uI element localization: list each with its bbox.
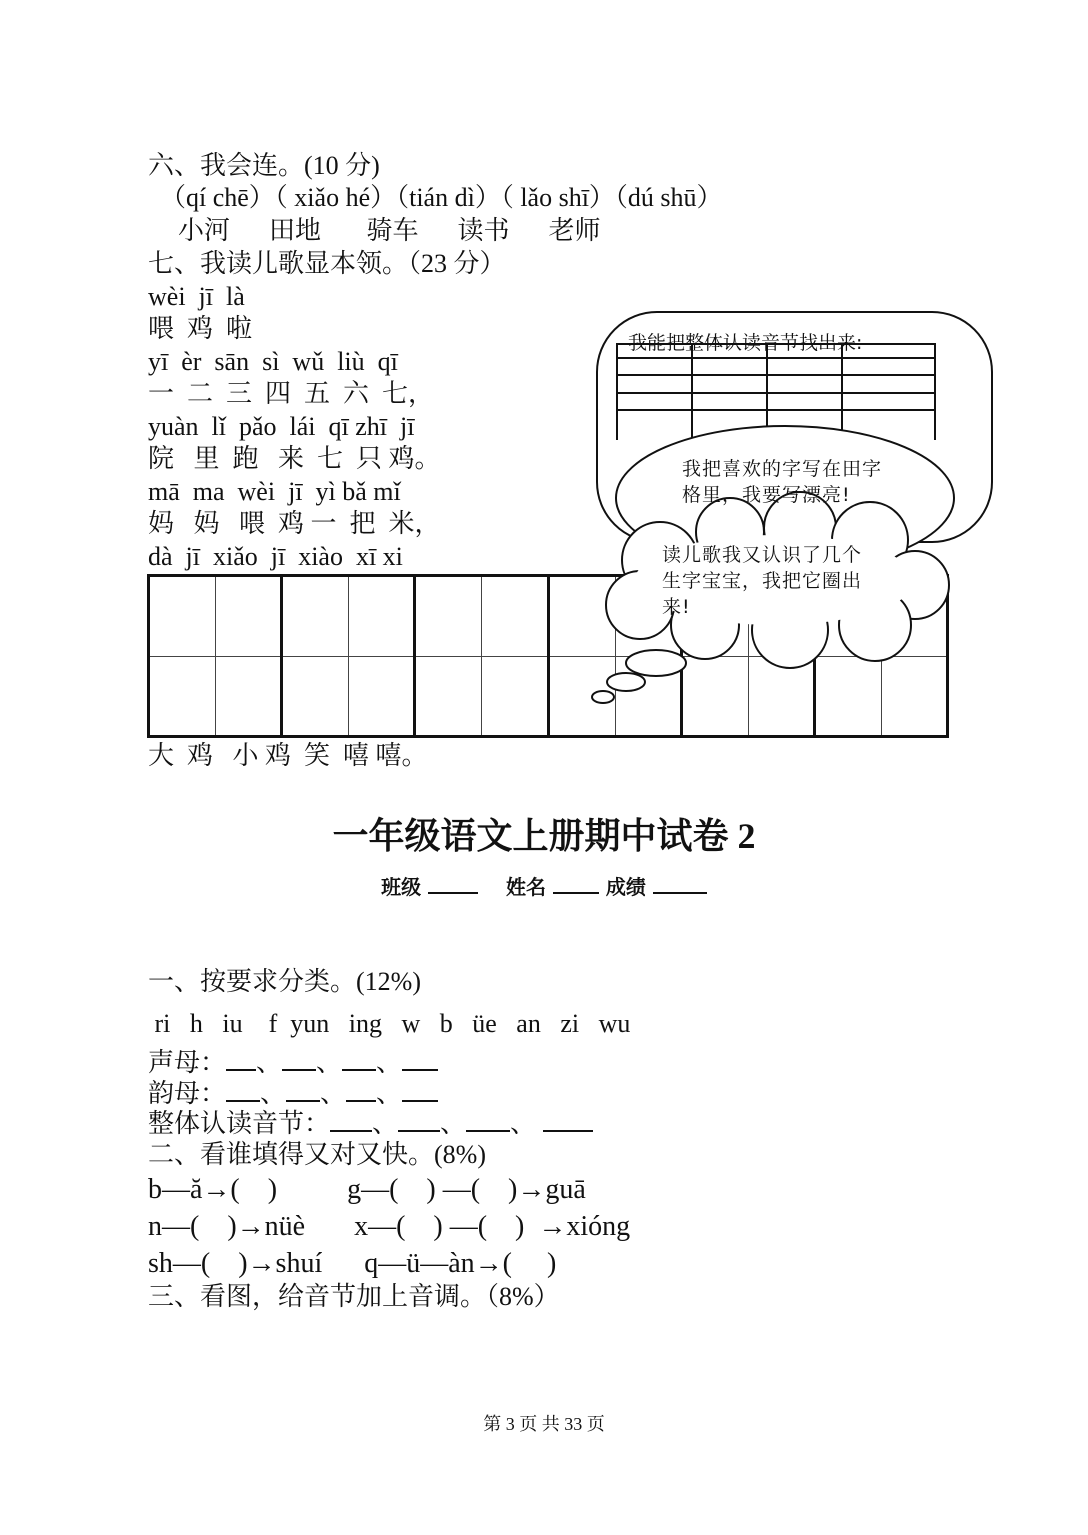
answer-blank[interactable] (466, 1110, 510, 1132)
q1-zhengti-row: 整体认读音节： 、 、 、 (148, 1108, 593, 1140)
thought-dot (626, 650, 686, 676)
answer-blank[interactable] (398, 1110, 440, 1132)
name-blank[interactable] (553, 872, 599, 894)
answer-blank[interactable] (226, 1080, 260, 1102)
class-blank[interactable] (428, 872, 478, 894)
answer-blank[interactable] (286, 1080, 320, 1102)
section7-heading: 七、我读儿歌显本领。（23 分） (148, 249, 506, 278)
yunmu-label: 韵母： (148, 1079, 227, 1108)
q2-row: b—ă→( ) g—( ) —( )→guā (148, 1174, 586, 1205)
answer-blank[interactable] (342, 1049, 376, 1071)
answer-blank[interactable] (543, 1110, 593, 1132)
answer-blank[interactable] (402, 1049, 438, 1071)
answer-blank[interactable] (282, 1049, 316, 1071)
answer-blank[interactable] (346, 1080, 376, 1102)
paper-title: 一年级语文上册期中试卷 2 (332, 816, 756, 856)
poem-line: yī èr sān sì wǔ liù qī (148, 347, 398, 376)
middle-bubble-text: 我把喜欢的字写在田字格里，我要写漂亮! (682, 458, 883, 506)
answer-blank[interactable] (402, 1080, 438, 1102)
zhengti-label: 整体认读音节： (148, 1109, 331, 1138)
poem-line: 院 里 跑 来 七 只 鸡。 (148, 444, 441, 473)
q1-heading: 一、按要求分类。(12%) (148, 967, 421, 996)
q3-heading: 三、看图，给音节加上音调。（8%） (148, 1282, 560, 1311)
thought-dot (607, 673, 645, 691)
answer-blank[interactable] (226, 1049, 256, 1071)
q1-shengmu-row: 声母： 、 、 、 (148, 1047, 438, 1079)
class-label: 班级 (381, 875, 422, 899)
name-label: 姓名 (505, 875, 546, 899)
answer-blank[interactable] (330, 1110, 372, 1132)
cloud-bubble-text: 读儿歌我又认识了几个生字宝宝，我把它圈出来! (662, 544, 863, 618)
q2-row: n—( )→nüè x—( ) —( ) →xióng (148, 1211, 631, 1242)
q1-letters: ri h iu f yun ing w b üe an zi wu (148, 1009, 631, 1038)
poem-line: wèi jī là (148, 282, 245, 311)
poem-line: 一 二 三 四 五 六 七， (148, 379, 435, 408)
q2-heading: 二、看谁填得又对又快。(8%) (148, 1140, 486, 1169)
thought-dot (592, 691, 614, 703)
poem-line: mā ma wèi jī yì bǎ mǐ (148, 477, 401, 506)
q1-yunmu-row: 韵母： 、 、 、 (148, 1078, 438, 1110)
q2-row: sh—( )→shuí q—ü—àn→( ) (148, 1248, 557, 1279)
score-blank[interactable] (653, 872, 707, 894)
score-label: 成绩 (605, 875, 646, 899)
page-footer: 第 3 页 共 33 页 (483, 1414, 605, 1434)
poem-line: dà jī xiǎo jī xiào xī xi (148, 542, 403, 571)
poem-line: 妈 妈 喂 鸡 一 把 米， (148, 509, 441, 538)
section6-heading: 六、我会连。(10 分) (148, 151, 380, 180)
shengmu-label: 声母： (148, 1048, 227, 1077)
poem-line: 喂 鸡 啦 (148, 314, 253, 343)
section6-words-row: 小河 田地 骑车 读书 老师 (178, 216, 601, 245)
student-info-line (0, 872, 1088, 900)
poem-last-line: 大 鸡 小 鸡 笑 嘻 嘻。 (148, 741, 428, 770)
poem-line: yuàn lǐ pǎo lái qī zhī jī (148, 412, 415, 441)
section6-pinyin-row: （qí chē）（ xiǎo hé）（tián dì）（ lǎo shī）（dú shū） (160, 183, 723, 212)
top-bubble-text: 我能把整体认读音节找出来: (628, 332, 863, 354)
